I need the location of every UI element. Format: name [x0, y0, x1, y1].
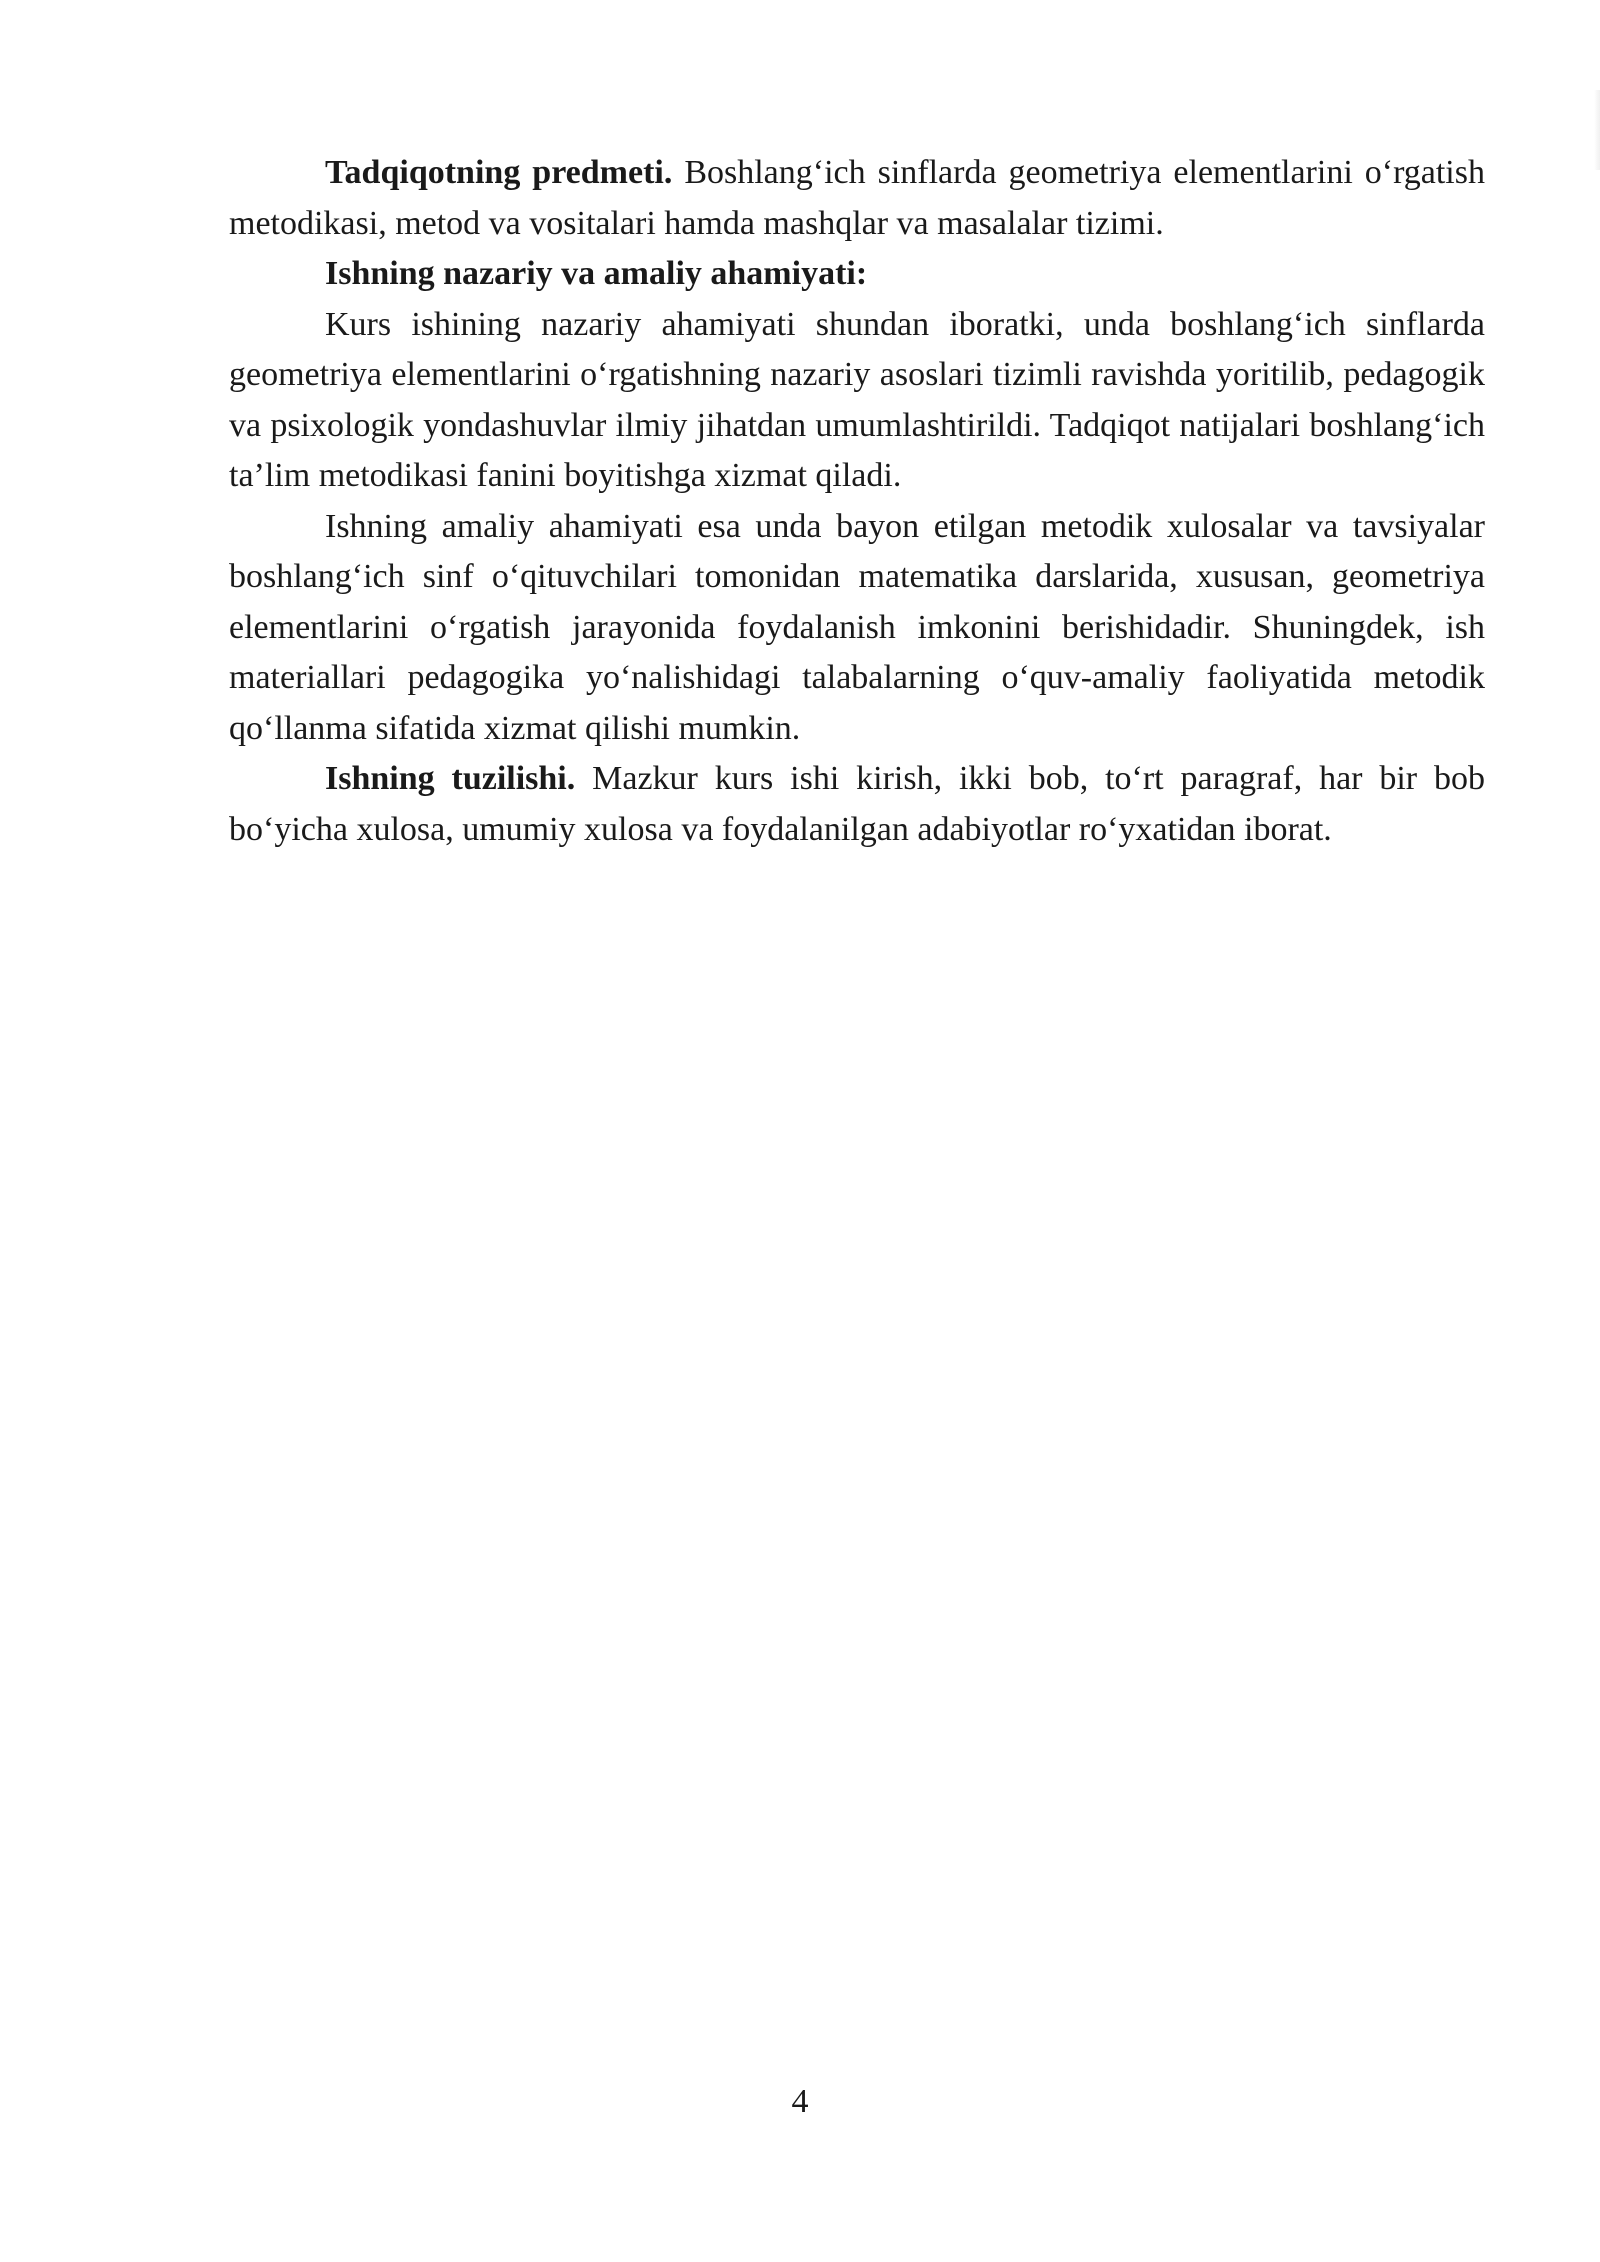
document-body [229, 148, 1485, 855]
paragraph-structure [229, 754, 1485, 855]
page-edge-shadow [1594, 90, 1600, 170]
paragraph-subject [229, 148, 1485, 249]
paragraph-theoretical-significance: Kurs ishining nazariy ahamiyati shundan iboratki, unda boshlang‘ich sinflarda geometriya elementlarini o‘rgatishning nazariy asoslari tizimli ravishda yoritilib, pedagogik va psixologik yondashuvlar ilmiy jihatdan umumlashtirildi. Tadqiqot natijalari boshlang‘ich ta’lim metodikasi fanini boyitishga xizmat qiladi. [229, 305, 1485, 494]
paragraph-subject-text: Boshlang‘ich sinflarda geometriya elementlarini o‘rgatish metodikasi, metod va vositalari hamda mashqlar va masalalar tizimi. [229, 154, 1485, 242]
paragraph-structure-text: Mazkur kurs ishi kirish, ikki bob, to‘rt paragraf, har bir bob bo‘yicha xulosa, umumiy xulosa va foydalanilgan adabiyotlar ro‘yxatidan iborat. [229, 760, 1486, 848]
paragraph-subject-lead: Tadqiqotning predmeti. [325, 154, 673, 191]
page-number: 4 [791, 2083, 809, 2120]
paragraph-practical-significance: Ishning amaliy ahamiyati esa unda bayon etilgan metodik xulosalar va tavsiyalar boshlang‘ich sinf o‘qituvchilari tomonidan matematika darslarida, xususan, geometriya elementlarini o‘rgatish jarayonida foydalanish imkonini berishidadir. Shuningdek, ish materiallari pedagogika yo‘nalishidagi talabalarning o‘quv-amaliy faoliyatida metodik qo‘llanma sifatida xizmat qilishi mumkin. [229, 507, 1485, 747]
section-heading-significance: Ishning nazariy va amaliy ahamiyati: [325, 255, 868, 292]
paragraph-structure-lead: Ishning tuzilishi. [325, 760, 576, 797]
